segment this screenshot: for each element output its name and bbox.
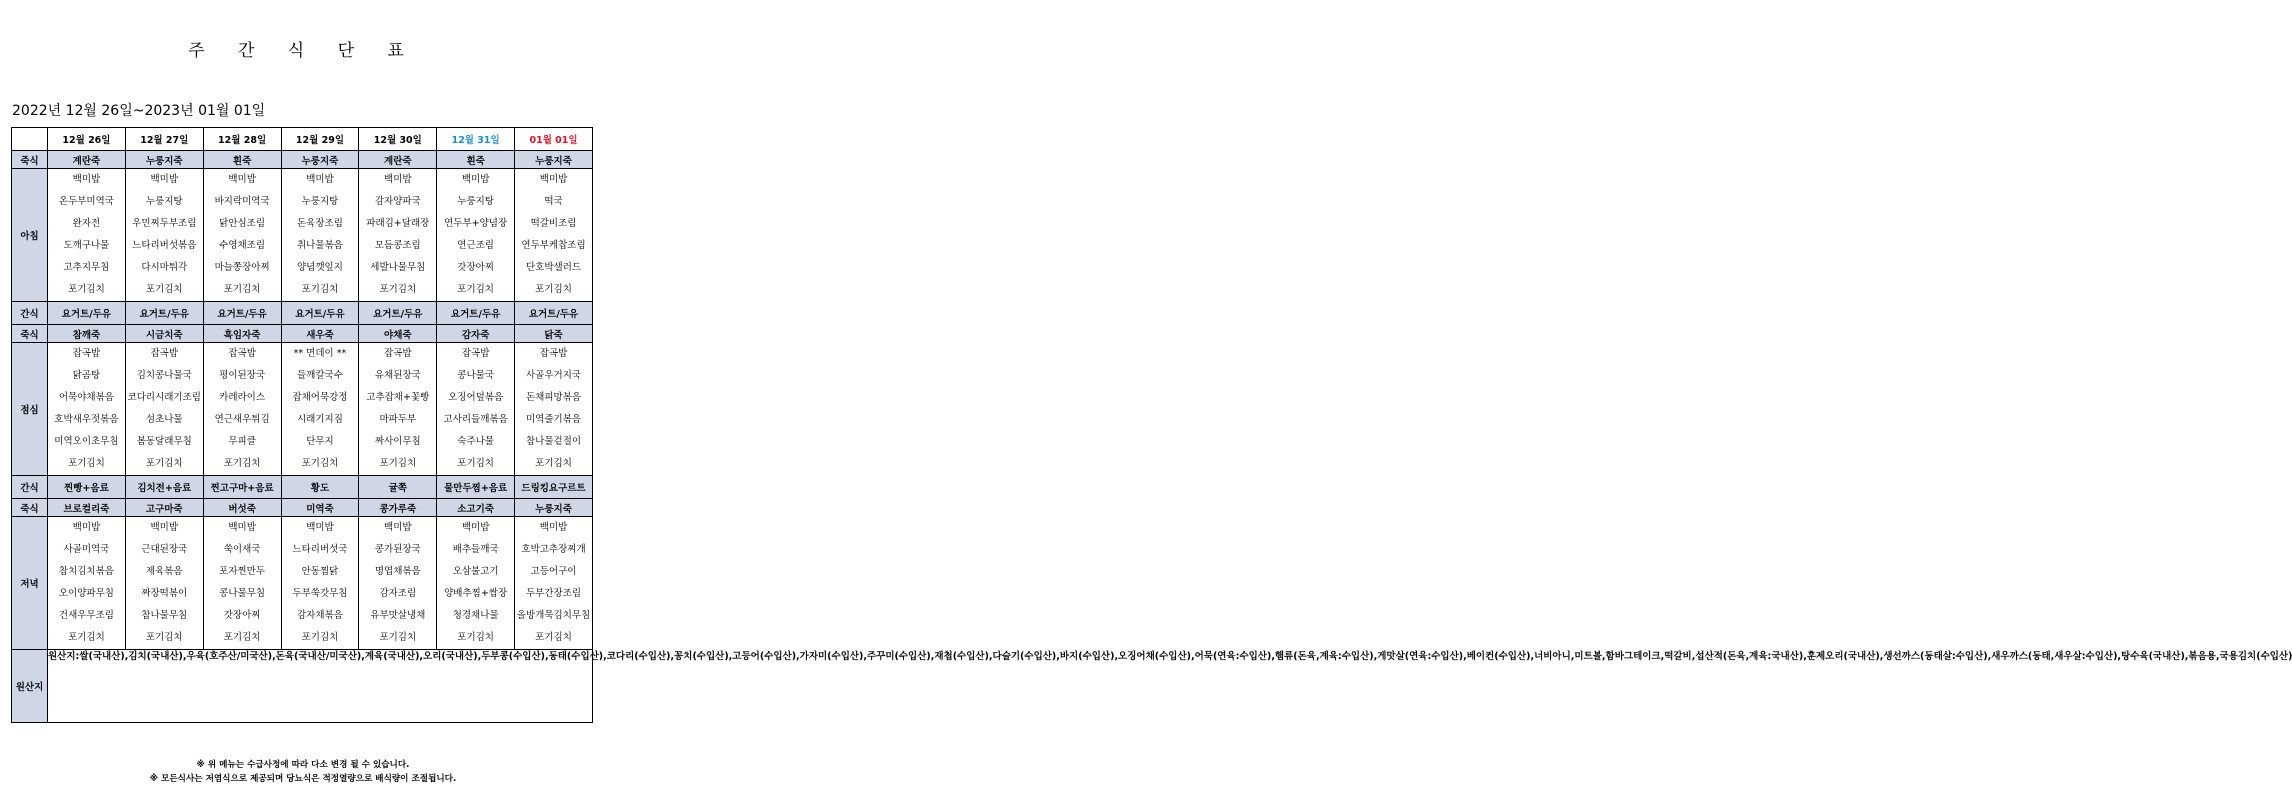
breakfast-porridge-row-cell: 흰죽 bbox=[437, 151, 515, 169]
menu-cell bbox=[203, 517, 281, 650]
menu-item: 모듬콩조림 bbox=[374, 240, 421, 251]
day-header: 12월 26일 bbox=[48, 128, 126, 151]
menu-item: 고추잡채+꽃빵 bbox=[366, 392, 430, 403]
menu-item: 카레라이스 bbox=[219, 392, 266, 403]
lunch-porridge-row-cell: 시금치죽 bbox=[125, 325, 203, 343]
menu-cell bbox=[437, 517, 515, 650]
menu-item: 누룽지탕 bbox=[457, 196, 494, 207]
menu-item: 청경채나물 bbox=[452, 610, 499, 621]
dinner-porridge-row-cell: 소고기죽 bbox=[437, 499, 515, 517]
menu-period: 2022년 12월 26일~2023년 01월 01일 bbox=[12, 103, 266, 119]
menu-item: 짜장떡볶이 bbox=[141, 588, 188, 599]
menu-item: 연근새우튀김 bbox=[214, 414, 270, 425]
menu-item: 콩가된장국 bbox=[374, 544, 421, 555]
dinner-porridge-row-cell: 브로컬리죽 bbox=[48, 499, 126, 517]
menu-cell bbox=[125, 517, 203, 650]
afternoon-snack-row-cell: 찐고구마+음료 bbox=[203, 476, 281, 499]
menu-cell bbox=[515, 169, 593, 302]
row-label: 아침 bbox=[12, 169, 48, 302]
menu-item: 누룽지탕 bbox=[145, 196, 183, 207]
menu-item: 백미밥 bbox=[150, 174, 179, 185]
menu-cell bbox=[48, 343, 126, 476]
notice-low-salt: ※ 모든식사는 저염식으로 제공되며 당뇨식은 적정열량으로 배식량이 조절됩니다. bbox=[149, 774, 457, 784]
menu-item: 온두부미역국 bbox=[58, 196, 114, 207]
menu-item: 포기김치 bbox=[379, 458, 417, 469]
menu-item: 김치콩나물국 bbox=[136, 370, 192, 381]
menu-item: 갓장아찌 bbox=[223, 610, 261, 621]
lunch-porridge-row-cell: 참깨죽 bbox=[48, 325, 126, 343]
lunch-porridge-row bbox=[12, 325, 593, 343]
menu-item: 떡국 bbox=[544, 196, 563, 207]
breakfast-porridge-row-cell: 계란죽 bbox=[359, 151, 437, 169]
menu-item: 무피클 bbox=[228, 436, 256, 447]
menu-item: 포기김치 bbox=[68, 458, 105, 469]
day-header: 12월 28일 bbox=[203, 128, 281, 151]
menu-cell bbox=[281, 343, 359, 476]
menu-item: 백미밥 bbox=[539, 522, 568, 533]
dinner-porridge-row bbox=[12, 499, 593, 517]
menu-item: 돈육장조림 bbox=[297, 218, 343, 229]
menu-item: 포기김치 bbox=[145, 284, 183, 295]
weekly-menu-table bbox=[11, 127, 2292, 723]
menu-item: ** 면데이 ** bbox=[293, 348, 347, 359]
menu-item: 고사리들깨볶음 bbox=[443, 414, 508, 425]
lunch-row bbox=[12, 343, 593, 476]
menu-item: 제육볶음 bbox=[145, 566, 183, 577]
menu-item: 포기김치 bbox=[457, 632, 494, 643]
page-title: 주 간 식 단 표 bbox=[188, 41, 418, 61]
notice-change: ※ 위 메뉴는 수급사정에 따라 다소 변경 될 수 있습니다. bbox=[196, 760, 410, 770]
menu-item: 포자찐만두 bbox=[219, 566, 266, 577]
row-label: 점심 bbox=[12, 343, 48, 476]
menu-item: 콩나물국 bbox=[457, 370, 494, 381]
menu-item: 완자전 bbox=[72, 218, 101, 229]
menu-item: 잡곡밥 bbox=[539, 348, 568, 359]
menu-item: 포기김치 bbox=[68, 632, 105, 643]
menu-item: 포기김치 bbox=[223, 458, 261, 469]
menu-item: 평이된장국 bbox=[219, 370, 266, 381]
breakfast-porridge-row-cell: 누룽지죽 bbox=[125, 151, 203, 169]
menu-item: 포기김치 bbox=[379, 632, 417, 643]
menu-item: 연두부+양념장 bbox=[444, 218, 508, 229]
menu-cell bbox=[203, 169, 281, 302]
menu-item: 유채된장국 bbox=[374, 370, 421, 381]
morning-snack-row bbox=[12, 302, 593, 325]
afternoon-snack-row-cell: 물만두찜+음료 bbox=[437, 476, 515, 499]
menu-item: 미역줄기볶음 bbox=[526, 414, 582, 425]
menu-item: 포기김치 bbox=[68, 284, 105, 295]
menu-item: 도깨구나물 bbox=[63, 240, 110, 251]
menu-item: 세발나물무침 bbox=[370, 262, 426, 273]
menu-item: 느타리버섯국 bbox=[292, 544, 348, 555]
menu-item: 고등어구이 bbox=[530, 566, 577, 577]
menu-item: 안동찜닭 bbox=[301, 566, 339, 577]
menu-item: 포기김치 bbox=[223, 284, 261, 295]
menu-item: 미역오이초무침 bbox=[54, 436, 119, 447]
menu-item: 백미밥 bbox=[306, 174, 334, 185]
row-label: 죽식 bbox=[12, 499, 48, 517]
menu-item: 사골미역국 bbox=[63, 544, 110, 555]
menu-item: 명엽채볶음 bbox=[374, 566, 421, 577]
breakfast-porridge-row-cell: 계란죽 bbox=[48, 151, 126, 169]
morning-snack-row-cell: 요거트/두유 bbox=[437, 302, 515, 325]
menu-item: 다시마튀각 bbox=[141, 262, 188, 273]
row-label: 간식 bbox=[12, 302, 48, 325]
morning-snack-row-cell: 요거트/두유 bbox=[359, 302, 437, 325]
menu-item: 오이양파무침 bbox=[58, 588, 114, 599]
lunch-porridge-row-cell: 흑임자죽 bbox=[203, 325, 281, 343]
menu-cell bbox=[437, 343, 515, 476]
menu-item: 떡갈비조림 bbox=[530, 218, 577, 229]
menu-item: 닭곰탕 bbox=[72, 370, 101, 381]
menu-cell bbox=[125, 169, 203, 302]
row-label: 저녁 bbox=[12, 517, 48, 650]
menu-item: 잡곡밥 bbox=[72, 348, 101, 359]
menu-item: 백미밥 bbox=[72, 174, 101, 185]
breakfast-porridge-row-cell: 누룽지죽 bbox=[515, 151, 593, 169]
menu-item: 백미밥 bbox=[384, 174, 412, 185]
morning-snack-row-cell: 요거트/두유 bbox=[281, 302, 359, 325]
menu-item: 잡곡밥 bbox=[461, 348, 490, 359]
lunch-porridge-row-cell: 감자죽 bbox=[437, 325, 515, 343]
menu-item: 돈채피망볶음 bbox=[526, 392, 582, 403]
menu-item: 쑥이새국 bbox=[223, 544, 261, 555]
menu-item: 양념깻잎지 bbox=[297, 262, 343, 273]
dinner-row bbox=[12, 517, 593, 650]
breakfast-porridge-row-cell: 누룽지죽 bbox=[281, 151, 359, 169]
menu-item: 백미밥 bbox=[461, 522, 490, 533]
menu-cell bbox=[203, 343, 281, 476]
day-header: 01월 01일 bbox=[515, 128, 593, 151]
menu-item: 연두부케찹조림 bbox=[521, 240, 586, 251]
menu-item: 두부간장조림 bbox=[526, 588, 582, 599]
menu-item: 건새우무조림 bbox=[58, 610, 114, 621]
menu-item: 들깨칼국수 bbox=[297, 370, 343, 381]
menu-item: 호박새우젓볶음 bbox=[54, 414, 119, 425]
corner-cell bbox=[12, 128, 48, 151]
menu-item: 양배추찜+쌈장 bbox=[444, 588, 508, 599]
menu-item: 백미밥 bbox=[306, 522, 334, 533]
menu-item: 감자조림 bbox=[379, 588, 417, 599]
menu-item: 마파두부 bbox=[379, 414, 417, 425]
morning-snack-row-cell: 요거트/두유 bbox=[515, 302, 593, 325]
morning-snack-row-cell: 요거트/두유 bbox=[125, 302, 203, 325]
day-header: 12월 31일 bbox=[437, 128, 515, 151]
menu-item: 어묵야채볶음 bbox=[58, 392, 114, 403]
menu-item: 잡곡밥 bbox=[150, 348, 179, 359]
afternoon-snack-row-cell: 황도 bbox=[281, 476, 359, 499]
menu-item: 포기김치 bbox=[145, 632, 183, 643]
menu-item: 단무지 bbox=[306, 436, 334, 447]
menu-cell bbox=[359, 343, 437, 476]
lunch-porridge-row-cell: 닭죽 bbox=[515, 325, 593, 343]
menu-item: 봄동달래무침 bbox=[136, 436, 192, 447]
menu-item: 올방개묵김치무침 bbox=[516, 610, 591, 621]
row-label: 원산지 bbox=[12, 650, 48, 723]
menu-item: 감자채볶음 bbox=[297, 610, 343, 621]
afternoon-snack-row-cell: 찐빵+음료 bbox=[48, 476, 126, 499]
menu-item: 백미밥 bbox=[461, 174, 490, 185]
origin-info: 원산지:쌀(국내산),김치(국내산),우육(호주산/미국산),돈육(국내산/미국산),계육(국내산),오리(국내산),두부콩(수입산),동태(수입산),코다리(수입산),꽁치(수입산),고등어(수입산),가자미(수입산),주꾸미(수입산),재첩(수입산),다슬기(수입산),바지(수입산),오징어채(수입산),어묵(연육:수입산),햄류(돈육,계육:수입산),게맛살(연육:수입산),베이컨(수입산),너비아니,미트볼,함바그테이크,떡갈비,섭산적(돈육,계육:국내산),훈제오리(국내산),생선까스(동태살:수입산),새우까스(동태,새우살:수입산),탕수육(국내산),볶음용,국용김치(수입산) bbox=[48, 650, 593, 723]
menu-cell bbox=[48, 169, 126, 302]
menu-item: 참나물무침 bbox=[141, 610, 188, 621]
menu-item: 백미밥 bbox=[228, 522, 256, 533]
menu-item: 사골우거지국 bbox=[526, 370, 582, 381]
menu-item: 단호박샐러드 bbox=[526, 262, 582, 273]
menu-item: 포기김치 bbox=[301, 458, 339, 469]
menu-item: 연근조림 bbox=[457, 240, 494, 251]
row-label: 간식 bbox=[12, 476, 48, 499]
menu-item: 콩나물무침 bbox=[219, 588, 266, 599]
menu-item: 포기김치 bbox=[535, 458, 572, 469]
menu-item: 잡채어묵강정 bbox=[292, 392, 348, 403]
menu-cell bbox=[359, 517, 437, 650]
menu-item: 닭안심조림 bbox=[219, 218, 266, 229]
menu-item: 감자양파국 bbox=[374, 196, 421, 207]
menu-item: 잡곡밥 bbox=[384, 348, 412, 359]
menu-item: 백미밥 bbox=[384, 522, 412, 533]
dinner-porridge-row-cell: 누룽지죽 bbox=[515, 499, 593, 517]
menu-item: 고추지무침 bbox=[63, 262, 110, 273]
afternoon-snack-row-cell: 김치전+음료 bbox=[125, 476, 203, 499]
date-header-row bbox=[12, 128, 593, 151]
menu-item: 파래김+달래장 bbox=[366, 218, 430, 229]
menu-item: 갓장아찌 bbox=[457, 262, 494, 273]
menu-item: 누룽지탕 bbox=[301, 196, 339, 207]
menu-item: 백미밥 bbox=[150, 522, 179, 533]
menu-item: 마늘쫑장아찌 bbox=[214, 262, 270, 273]
menu-item: 우민찌두부조림 bbox=[132, 218, 197, 229]
menu-item: 코다리시래기조림 bbox=[127, 392, 201, 403]
dinner-porridge-row-cell: 콩가루죽 bbox=[359, 499, 437, 517]
day-header: 12월 29일 bbox=[281, 128, 359, 151]
menu-item: 섬초나물 bbox=[145, 414, 183, 425]
origin-row bbox=[12, 650, 593, 723]
menu-item: 두부쑥갓무침 bbox=[292, 588, 348, 599]
menu-item: 참치김치볶음 bbox=[58, 566, 114, 577]
menu-item: 포기김치 bbox=[457, 458, 494, 469]
menu-item: 오징어덮볶음 bbox=[448, 392, 504, 403]
afternoon-snack-row-cell: 드링킹요구르트 bbox=[515, 476, 593, 499]
menu-item: 오삼불고기 bbox=[452, 566, 499, 577]
menu-item: 포기김치 bbox=[535, 284, 572, 295]
menu-item: 잡곡밥 bbox=[228, 348, 256, 359]
menu-item: 수영채조림 bbox=[219, 240, 266, 251]
menu-item: 포기김치 bbox=[535, 632, 572, 643]
row-label: 죽식 bbox=[12, 151, 48, 169]
menu-item: 포기김치 bbox=[145, 458, 183, 469]
menu-item: 유부맛살냉채 bbox=[370, 610, 426, 621]
menu-cell bbox=[281, 169, 359, 302]
lunch-porridge-row-cell: 야채죽 bbox=[359, 325, 437, 343]
menu-item: 백미밥 bbox=[72, 522, 101, 533]
afternoon-snack-row bbox=[12, 476, 593, 499]
row-label: 죽식 bbox=[12, 325, 48, 343]
menu-item: 느타리버섯볶음 bbox=[132, 240, 197, 251]
dinner-porridge-row-cell: 버섯죽 bbox=[203, 499, 281, 517]
menu-item: 백미밥 bbox=[539, 174, 568, 185]
menu-item: 짜사이무침 bbox=[374, 436, 421, 447]
menu-item: 백미밥 bbox=[228, 174, 256, 185]
breakfast-porridge-row-cell: 흰죽 bbox=[203, 151, 281, 169]
menu-cell bbox=[437, 169, 515, 302]
menu-item: 숙주나물 bbox=[457, 436, 494, 447]
menu-item: 근대된장국 bbox=[141, 544, 188, 555]
menu-item: 취나물볶음 bbox=[297, 240, 343, 251]
menu-cell bbox=[125, 343, 203, 476]
morning-snack-row-cell: 요거트/두유 bbox=[203, 302, 281, 325]
menu-cell bbox=[515, 343, 593, 476]
menu-item: 참나물겉절이 bbox=[526, 436, 582, 447]
menu-item: 배추들깨국 bbox=[452, 544, 499, 555]
breakfast-porridge-row bbox=[12, 151, 593, 169]
day-header: 12월 30일 bbox=[359, 128, 437, 151]
day-header: 12월 27일 bbox=[125, 128, 203, 151]
menu-item: 포기김치 bbox=[457, 284, 494, 295]
menu-cell bbox=[515, 517, 593, 650]
menu-item: 포기김치 bbox=[301, 284, 339, 295]
menu-cell bbox=[359, 169, 437, 302]
menu-item: 시래기지짐 bbox=[297, 414, 343, 425]
dinner-porridge-row-cell: 고구마죽 bbox=[125, 499, 203, 517]
menu-cell bbox=[48, 517, 126, 650]
afternoon-snack-row-cell: 귤쪽 bbox=[359, 476, 437, 499]
breakfast-row bbox=[12, 169, 593, 302]
menu-cell bbox=[281, 517, 359, 650]
menu-item: 포기김치 bbox=[301, 632, 339, 643]
lunch-porridge-row-cell: 새우죽 bbox=[281, 325, 359, 343]
menu-item: 호박고추장찌개 bbox=[521, 544, 586, 555]
morning-snack-row-cell: 요거트/두유 bbox=[48, 302, 126, 325]
menu-item: 포기김치 bbox=[223, 632, 261, 643]
dinner-porridge-row-cell: 미역죽 bbox=[281, 499, 359, 517]
menu-item: 바지락미역국 bbox=[214, 196, 270, 207]
menu-item: 포기김치 bbox=[379, 284, 417, 295]
